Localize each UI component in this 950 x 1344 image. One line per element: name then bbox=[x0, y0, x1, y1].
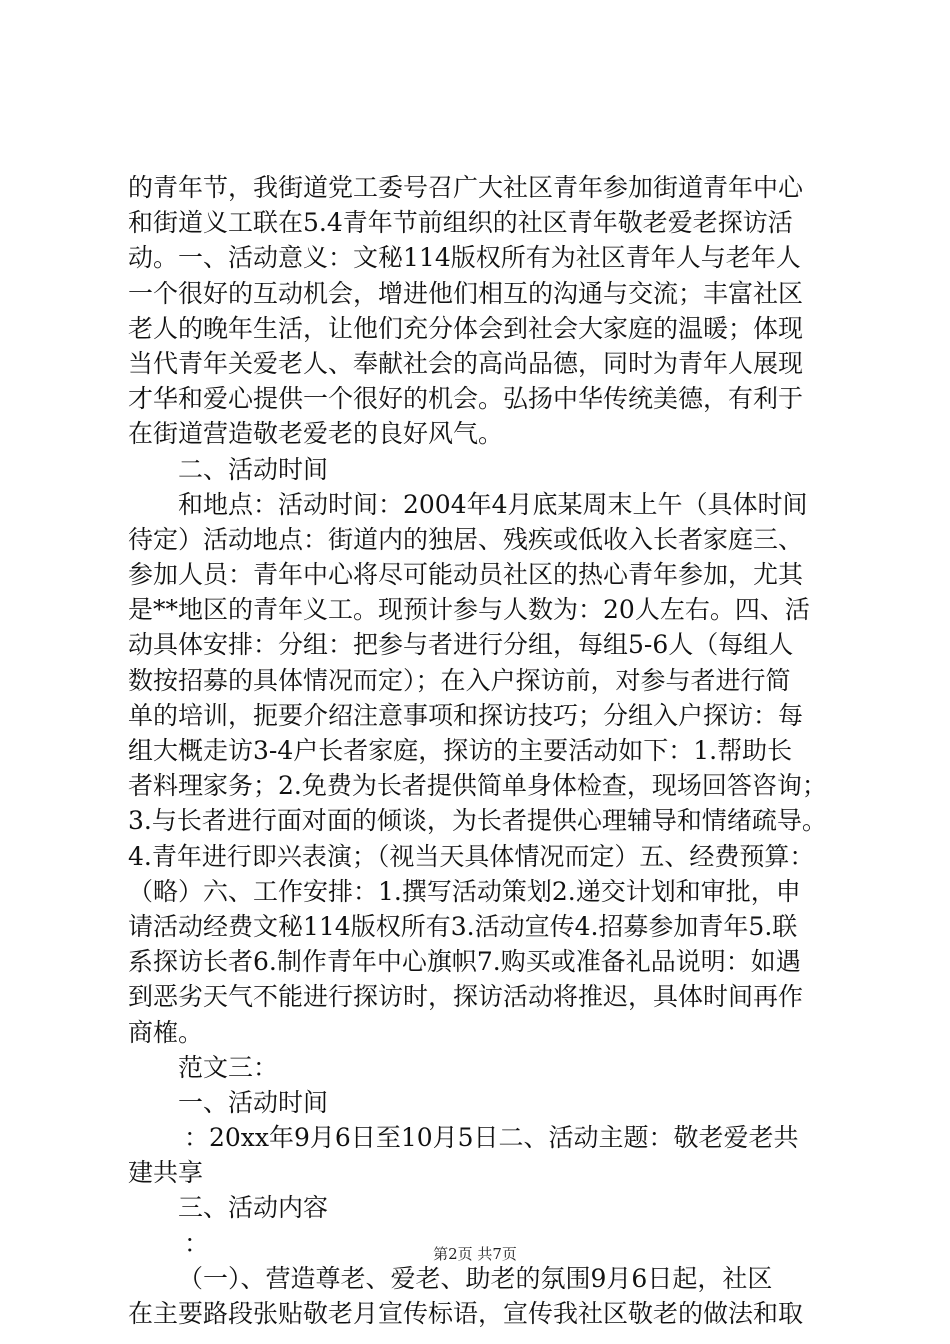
text-line-13: 是**地区的青年义工。现预计参与人数为：20人左右。四、活 bbox=[128, 595, 810, 625]
text-line-18: 者料理家务；2.免费为长者提供简单身体检查，现场回答咨询； bbox=[128, 771, 827, 801]
text-line-31: ： bbox=[184, 1228, 210, 1258]
text-line-16: 单的培训，扼要介绍注意事项和探访技巧；分组入户探访：每 bbox=[128, 700, 804, 730]
text-line-6: 当代青年关爱老人、奉献社会的高尚品德，同时为青年人展现 bbox=[128, 348, 804, 378]
text-line-33: 在主要路段张贴敬老月宣传标语，宣传我社区敬老的做法和取 bbox=[128, 1299, 804, 1328]
text-line-25: 商榷。 bbox=[128, 1017, 204, 1047]
text-line-7: 才华和爱心提供一个很好的机会。弘扬中华传统美德，有利于 bbox=[128, 384, 804, 414]
text-line-22: 请活动经费文秘114版权所有3.活动宣传4.招募参加青年5.联 bbox=[128, 911, 798, 941]
page-footer: 第2页 共7页 bbox=[433, 1245, 517, 1263]
text-line-4: 一个很好的互动机会，增进他们相互的沟通与交流；丰富社区 bbox=[128, 278, 804, 308]
text-line-24: 到恶劣天气不能进行探访时，探访活动将推迟，具体时间再作 bbox=[128, 982, 804, 1012]
text-line-5: 老人的晚年生活，让他们充分体会到社会大家庭的温暖；体现 bbox=[128, 313, 804, 343]
text-line-3: 动。一、活动意义：文秘114版权所有为社区青年人与老年人 bbox=[128, 243, 801, 273]
section-heading-sample-three: 范文三： bbox=[178, 1052, 279, 1082]
text-line-12: 参加人员：青年中心将尽可能动员社区的热心青年参加，尤其 bbox=[128, 560, 804, 590]
text-line-10: 和地点：活动时间：2004年4月底某周末上午（具体时间 bbox=[178, 489, 808, 519]
section-heading-activity-time: 一、活动时间 bbox=[178, 1087, 329, 1117]
text-line-14: 动具体安排：分组：把参与者进行分组，每组5-6人（每组人 bbox=[128, 630, 794, 660]
text-line-15: 数按招募的具体情况而定）；在入户探访前，对参与者进行简 bbox=[128, 665, 791, 695]
text-line-20: 4.青年进行即兴表演；（视当天具体情况而定）五、经费预算： bbox=[128, 841, 815, 871]
text-line-17: 组大概走访3-4户长者家庭，探访的主要活动如下：1.帮助长 bbox=[128, 736, 793, 765]
text-line-29: 建共享 bbox=[128, 1158, 204, 1188]
section-heading-time: 二、活动时间 bbox=[178, 454, 329, 484]
text-line-19: 3.与长者进行面对面的倾谈，为长者提供心理辅导和情绪疏导。 bbox=[128, 806, 827, 836]
text-line-8: 在街道营造敬老爱老的良好风气。 bbox=[128, 419, 504, 449]
text-line-32: （一）、营造尊老、爱老、助老的氛围9月6日起，社区 bbox=[178, 1263, 773, 1293]
text-line-1: 的青年节，我街道党工委号召广大社区青年参加街道青年中心 bbox=[128, 173, 804, 202]
document-body bbox=[128, 170, 833, 1331]
text-line-11: 待定）活动地点：街道内的独居、残疾或低收入长者家庭三、 bbox=[128, 524, 804, 554]
text-line-2: 和街道义工联在5.4青年节前组织的社区青年敬老爱老探访活 bbox=[128, 208, 793, 238]
text-line-23: 系探访长者6.制作青年中心旗帜7.购买或准备礼品说明：如遇 bbox=[128, 947, 801, 977]
section-heading-activity-content: 三、活动内容 bbox=[178, 1193, 329, 1223]
text-line-28: ：20xx年9月6日至10月5日二、活动主题：敬老爱老共 bbox=[184, 1123, 799, 1153]
text-line-21: （略）六、工作安排：1.撰写活动策划2.递交计划和审批，申 bbox=[128, 876, 801, 906]
